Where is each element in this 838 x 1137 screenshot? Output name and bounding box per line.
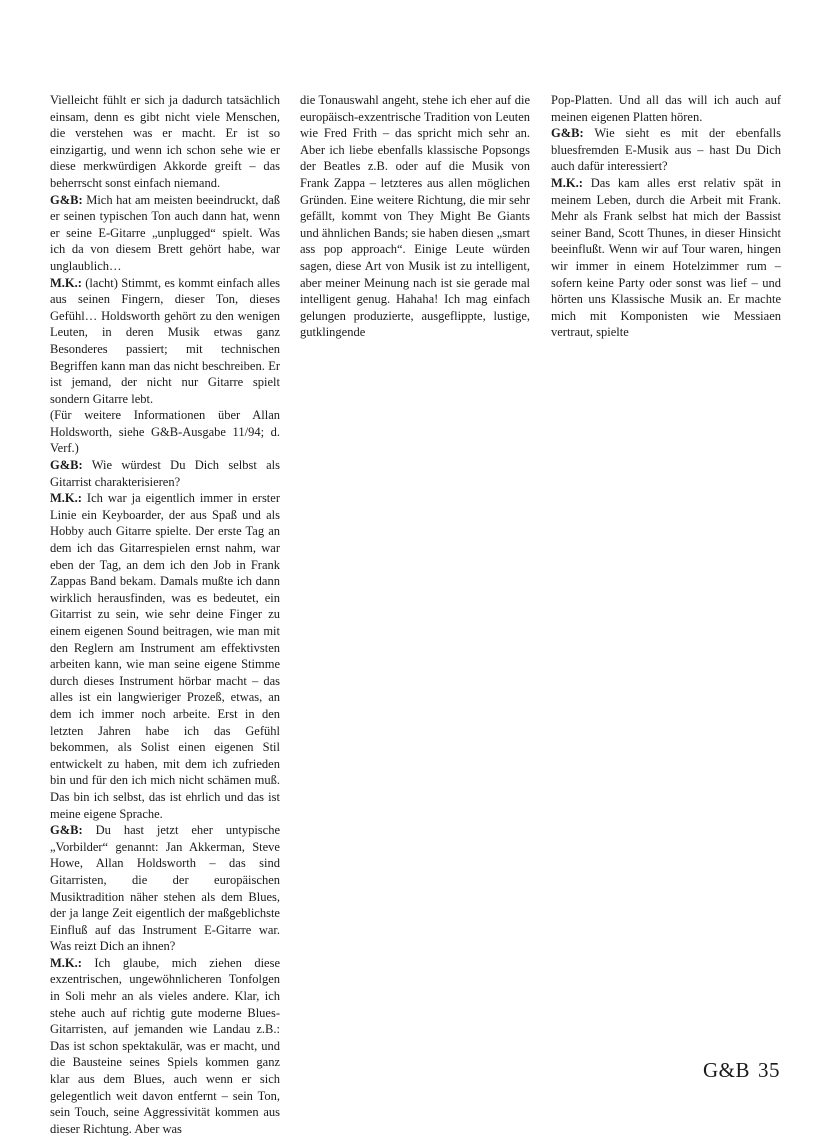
speaker-label: M.K.:	[50, 955, 82, 970]
paragraph-text: Pop-Platten. Und all das will ich auch auf meinen eigenen Platten hören.	[551, 93, 781, 124]
paragraph-text: Mich hat am meisten beeindruckt, daß er seinen typischen Ton auch dann hat, wenn er seine E-Gitarre „unplugged“ spielt. Was ich da von diesem Brett gehört habe, war unglaublich…	[50, 192, 280, 273]
paragraph	[50, 822, 280, 955]
paragraph	[551, 92, 781, 125]
speaker-label: G&B:	[50, 192, 83, 207]
paragraph	[50, 955, 280, 1137]
paragraph-text: Wie sieht es mit der ebenfalls bluesfremden E-Musik aus – hast Du Dich auch dafür interessiert?	[551, 126, 781, 174]
paragraph-text: (Für weitere Informationen über Allan Holdsworth, siehe G&B-Ausgabe 11/94; d. Verf.)	[50, 408, 280, 456]
paragraph	[50, 490, 280, 822]
paragraph	[50, 92, 280, 192]
paragraph	[50, 275, 280, 408]
paragraph-text: die Tonauswahl angeht, stehe ich eher auf die europäisch-exzentrische Tradition von Leuten wie Fred Frith – das spricht mich sehr an. Aber ich liebe ebenfalls klassische Popsongs der Beatles z.B. oder auf die Musik von Frank Zappa – letzteres aus allen möglichen Gründen. Eine weitere Richtung, die mir sehr gefällt, kommt von They Might Be Giants und ähnlichen Bands; sie haben diesen „smart ass pop approach“. Einige Leute würden sagen, diese Art von Musik ist zu intelligent, aber meiner Meinung nach ist sie gerade mal intelligent genug. Hahaha! Ich mag einfach gelungen produzierte, ausgeflippte, lustige, gutklingende	[300, 93, 530, 340]
paragraph-text: Vielleicht fühlt er sich ja dadurch tatsächlich einsam, denn es gibt nicht viele Menschen, die verstehen was er macht. Er ist so einzigartig, und wenn ich schon sehe wie er diese merkwürdigen Akkorde greift – das beherrscht sonst einfach niemand.	[50, 93, 280, 190]
paragraph	[50, 407, 280, 457]
page-footer	[703, 1058, 780, 1083]
text-column-3	[551, 92, 781, 341]
text-column-1	[50, 92, 280, 1137]
paragraph	[300, 92, 530, 341]
speaker-label: M.K.:	[551, 175, 583, 190]
paragraph-text: Du hast jetzt eher untypische „Vorbilder“ genannt: Jan Akkerman, Steve Howe, Allan Holdsworth – das sind Gitarristen, die der europäischen Musiktradition näher stehen als dem Blues, der ja lange Zeit eigentlich der maßgeblichste Einfluß auf das Instrument E-Gitarre war. Was reizt Dich an ihnen?	[50, 823, 280, 954]
speaker-label: M.K.:	[50, 275, 82, 290]
paragraph-text: Ich war ja eigentlich immer in erster Linie ein Keyboarder, der aus Spaß und als Hobby auch Gitarre spielte. Der erste Tag an dem ich das Gitarrespielen ernst nahm, war eben der Tag, an dem ich den Job in Frank Zappas Band bekam. Damals mußte ich dann wirklich herausfinden, was es bedeutet, ein Gitarrist zu sein, wie sehr deine Finger zu einem eigenen Sound beitragen, wie man mit den Reglern am Instrument am effektivsten arbeiten kann, wie man seine eigene Stimme durch dieses Instrument hörbar macht – das alles ist ein langwieriger Prozeß, etwas, an dem ich immer noch arbeite. Erst in den letzten Jahren habe ich das Gefühl bekommen, als Solist einen eigenen Stil entwickelt zu haben, mit dem ich zufrieden bin und für den ich mich nicht schämen muß. Das bin ich selbst, das ist ehrlich und das ist meine eigene Sprache.	[50, 491, 280, 821]
page-number: 35	[758, 1058, 780, 1082]
magazine-name: G&B	[702, 1058, 750, 1082]
speaker-label: M.K.:	[50, 491, 82, 506]
paragraph-text: Ich glaube, mich ziehen diese exzentrischen, ungewöhnlicheren Tonfolgen in Soli mehr an als vieles andere. Klar, ich stehe auch auf richtig gute moderne Blues-Gitarristen, auf jemanden wie Landau z.B.: Das ist schon spektakulär, was er macht, und die Bausteine seines Spiels kommen ganz klar aus dem Blues, auch wenn er sich gelegentlich weit davon entfernt – sein Ton, sein Touch, seine Aggressivität kommen aus dieser Richtung. Aber was	[50, 955, 280, 1136]
speaker-label: G&B:	[551, 126, 584, 141]
paragraph-text: Das kam alles erst relativ spät in meinem Leben, durch die Arbeit mit Frank. Mehr als Frank selbst hat mich der Bassist seiner Band, Scott Thunes, in dieser Hinsicht beeinflußt. Wenn wir auf Tour waren, hingen wir immer in einem Hotelzimmer rum – sofern keine Party oder sonst was lief – und hörten uns Klassische Musik an. Er machte mich mit Komponisten wie Messiaen vertraut, spielte	[551, 175, 781, 340]
paragraph	[551, 125, 781, 175]
paragraph-text: Wie würdest Du Dich selbst als Gitarrist charakterisieren?	[50, 458, 280, 489]
speaker-label: G&B:	[50, 823, 83, 838]
speaker-label: G&B:	[50, 458, 83, 473]
paragraph	[551, 175, 781, 341]
paragraph	[50, 457, 280, 490]
text-column-2	[300, 92, 530, 341]
paragraph	[50, 192, 280, 275]
paragraph-text: (lacht) Stimmt, es kommt einfach alles aus seinen Fingern, dieser Ton, dieses Gefühl… Holdsworth gehört zu den wenigen Leuten, in deren Musik etwas ganz Besonderes passiert; mit technischen Begriffen kann man das nicht beschreiben. Er ist jemand, der nicht nur Gitarre spielt sondern Gitarre lebt.	[50, 275, 280, 406]
